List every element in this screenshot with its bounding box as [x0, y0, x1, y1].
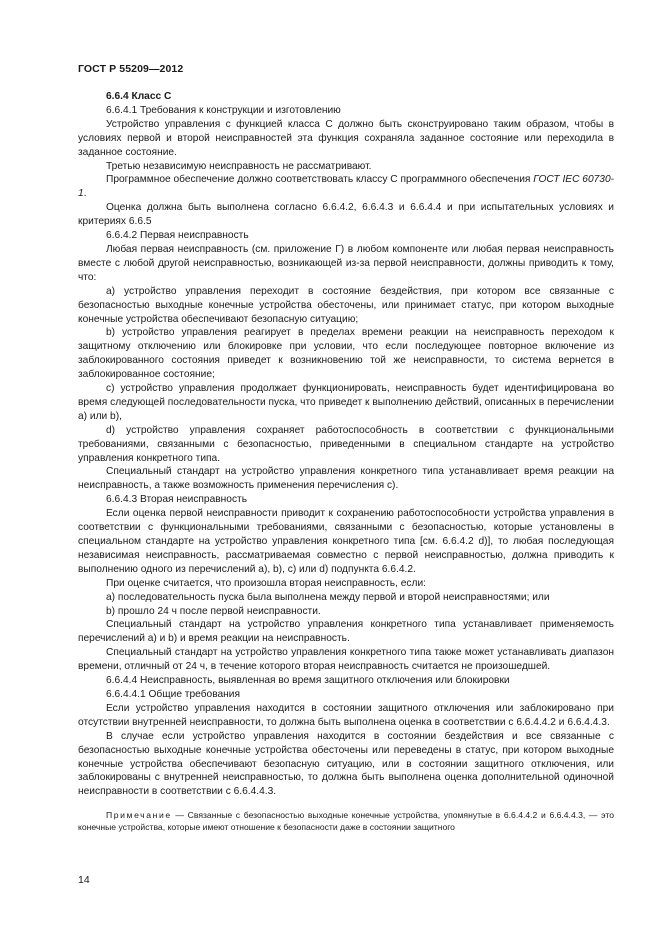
paragraph: При оценке считается, что произошла вторая неисправность, если: [106, 577, 426, 589]
note-label: Примечание [106, 810, 172, 821]
list-item: с) устройство управления продолжает функционировать, неисправность будет идентифицирована во время следующей последовательности пуска, что приведет к выполнению действий, описанных в перечислении а) или b), [78, 383, 614, 422]
document-body [78, 90, 614, 842]
paragraph: Специальный стандарт на устройство управления конкретного типа также может устанавливать диапазон времени, отличный от 24 ч, в течение которого вторая неисправность считается не произошедшей. [78, 647, 614, 673]
list-item: d) устройство управления сохраняет работоспособность в соответствии с функциональными требованиями, связанными с безопасностью, приведенными в специальном стандарте на устройство управления конкретного типа. [78, 424, 614, 464]
paragraph: Третью независимую неисправность не рассматривают. [106, 160, 372, 172]
list-item: а) последовательность пуска была выполнена между первой и второй неисправностями; или [106, 591, 550, 603]
subsection-heading: 6.6.4.4 Неисправность, выявленная во время защитного отключения или блокировки [106, 675, 510, 687]
note [78, 809, 614, 833]
list-item: а) устройство управления переходит в состояние бездействия, при котором все связанные с безопасностью выходные конечные устройства обесточены, или принимает статус, при котором выходные конечные устройства обеспечивают безопасную ситуацию; [78, 285, 614, 325]
page-number: 14 [78, 874, 90, 886]
paragraph: Оценка должна быть выполнена согласно 6.6.4.2, 6.6.4.3 и 6.6.4.4 и при испытательных условиях и критериях 6.6.5 [78, 202, 614, 228]
paragraph: Устройство управления с функцией класса С должно быть сконструировано таким образом, чтобы в условиях первой и второй неисправностей эта функция сохраняла заданное состояние или переходила в заданное состояние. [78, 118, 614, 158]
paragraph: Если оценка первой неисправности приводит к сохранению работоспособности устройства управления в соответствии с функциональными требованиями, связанными с безопасностью, которые установлены в специальном стандарте на устройство управления конкретного типа [см. 6.6.4.2 d)], то любая последующая независимая неисправность, рассматриваемая совместно с первой неисправностью, должна приводить к выполнению одного из перечислений а), b), с) или d) подпункта 6.6.4.2. [78, 508, 614, 575]
list-item: b) устройство управления реагирует в пределах времени реакции на неисправность переходом к защитному отключению или блокировке при условии, что если последующее повторное включение из заблокированного состояния приведет к возникновению той же неисправности, то система вернется в заблокированное состояние; [78, 327, 614, 381]
paragraph: Если устройство управления находится в состоянии защитного отключения или заблокировано при отсутствии внутренней неисправности, то должна быть выполнена оценка в соответствии с 6.6.4.4.2 и 6.6.4.4.3. [78, 702, 614, 728]
document-header: ГОСТ Р 55209—2012 [78, 63, 184, 75]
subsection-heading: 6.6.4.1 Требования к конструкции и изготовлению [106, 104, 341, 116]
paragraph: Специальный стандарт на устройство управления конкретного типа устанавливает применяемость перечислений а) и b) и время реакции на неисправность. [78, 619, 614, 645]
standard-reference: ГОСТ IEC 60730-1 [78, 174, 614, 200]
list-item: b) прошло 24 ч после первой неисправности. [106, 605, 321, 617]
paragraph-software-class [78, 173, 614, 201]
section-heading: 6.6.4 Класс С [106, 91, 172, 102]
paragraph-text: Программное обеспечение должно соответствовать классу С программного обеспечения [106, 174, 534, 186]
paragraph-tail: . [83, 188, 87, 200]
paragraph: Специальный стандарт на устройство управления конкретного типа устанавливает время реакции на неисправность, а также возможность применения перечисления с). [78, 466, 614, 492]
paragraph: В случае если устройство управления находится в состоянии бездействия и все связанные с безопасностью выходные конечные устройства обесточены или переведены в статус, при котором выходные конечные устройства обеспечивают безопасную ситуацию, или в состоянии защитного отключения, или заблокированы с внутренней неисправностью, то должна быть выполнена оценка дополнительной одиночной неисправности в соответствии с 6.6.4.4.3. [78, 730, 614, 798]
subsection-heading: 6.6.4.4.1 Общие требования [106, 688, 240, 700]
paragraph: Любая первая неисправность (см. приложение Г) в любом компоненте или любая первая неисправность вместе с любой другой неисправностью, возникающей из-за первой неисправности, должны приводить к тому, что: [78, 243, 614, 283]
note-text: — Связанные с безопасностью выходные конечные устройства, упомянутые в 6.6.4.4.2 и 6.6.4.4.3, — это конечные устройства, которые имеют отношение к безопасности даже в состоянии защитного [78, 810, 614, 833]
subsection-heading: 6.6.4.2 Первая неисправность [106, 230, 249, 242]
subsection-heading: 6.6.4.3 Вторая неисправность [106, 494, 248, 506]
